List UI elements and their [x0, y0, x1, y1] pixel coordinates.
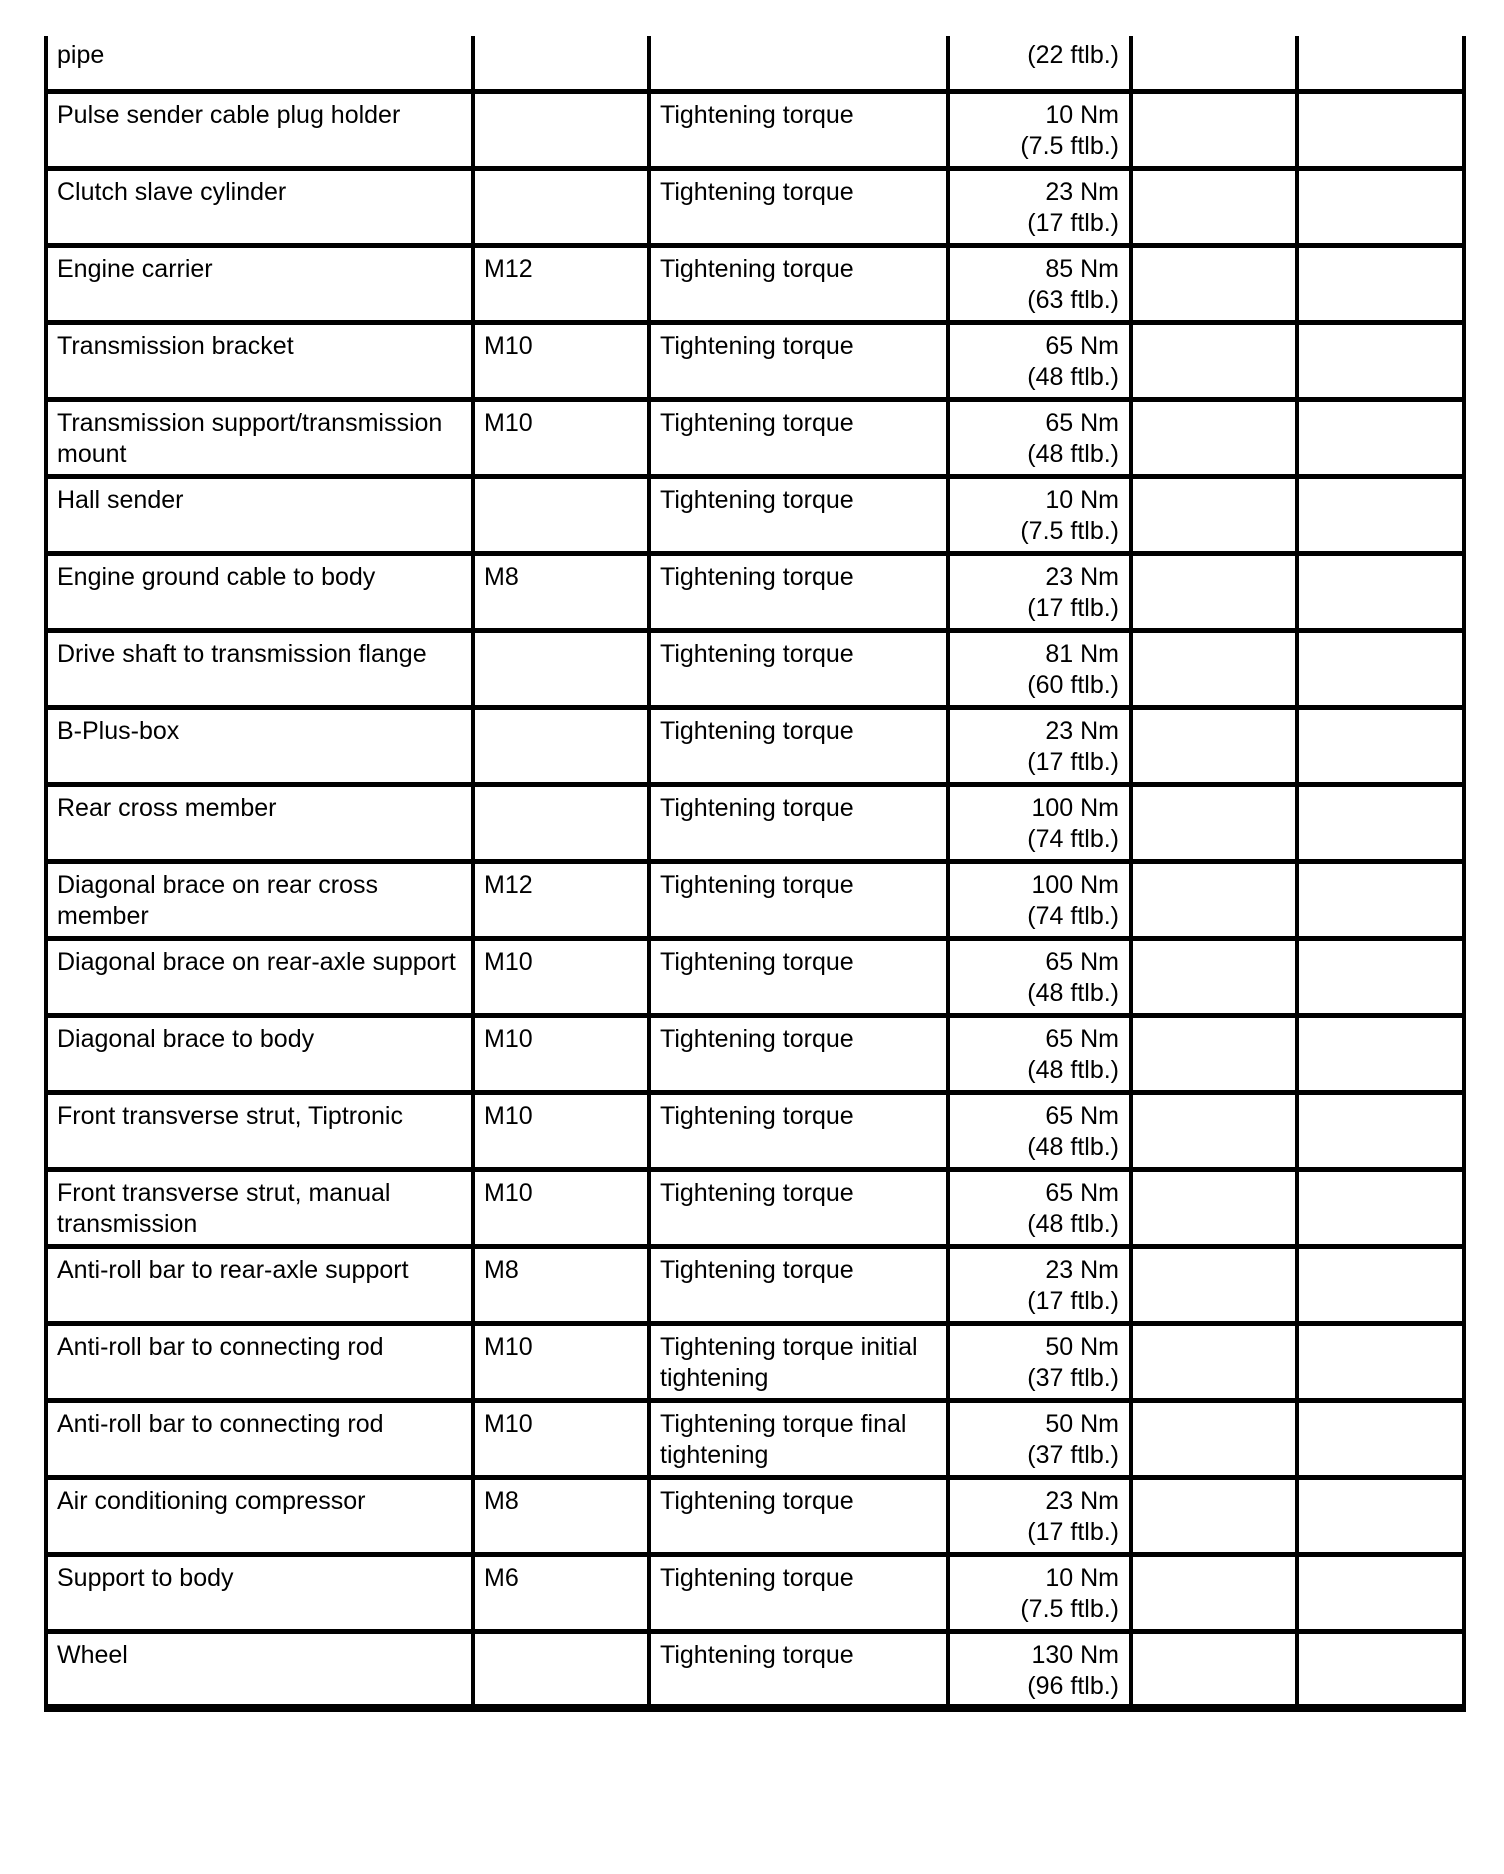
thread-cell — [473, 245, 649, 322]
table-row — [46, 1400, 1464, 1477]
value-cell — [948, 36, 1131, 91]
torque-type: Tightening torque — [660, 177, 854, 206]
component-name: Anti-roll bar to rear-axle support — [57, 1255, 409, 1284]
value-cell — [948, 784, 1131, 861]
value-cell — [948, 630, 1131, 707]
table-row — [46, 861, 1464, 938]
torque-nm: 65 Nm — [1045, 331, 1119, 360]
thread-size: M10 — [484, 1024, 533, 1053]
value-cell — [948, 476, 1131, 553]
empty-cell — [1131, 168, 1297, 245]
type-cell — [649, 399, 948, 476]
torque-nm: 10 Nm — [1045, 1563, 1119, 1592]
empty-cell — [1131, 630, 1297, 707]
torque-ftlb: (17 ftlb.) — [1027, 747, 1119, 776]
thread-cell — [473, 36, 649, 91]
torque-ftlb: (74 ftlb.) — [1027, 824, 1119, 853]
empty-cell — [1297, 91, 1464, 168]
torque-type: Tightening torque — [660, 331, 854, 360]
thread-cell — [473, 553, 649, 630]
value-cell — [948, 1477, 1131, 1554]
component-name: Diagonal brace on rear-axle support — [57, 947, 456, 976]
empty-cell — [1297, 245, 1464, 322]
component-name: Drive shaft to transmission flange — [57, 639, 427, 668]
component-cell — [46, 36, 473, 91]
torque-nm: 50 Nm — [1045, 1409, 1119, 1438]
type-cell — [649, 553, 948, 630]
component-name: Front transverse strut, Tiptronic — [57, 1101, 403, 1130]
component-cell — [46, 168, 473, 245]
thread-size: M12 — [484, 870, 533, 899]
torque-type: Tightening torque — [660, 870, 854, 899]
torque-type: Tightening torque — [660, 793, 854, 822]
component-name: Rear cross member — [57, 793, 277, 822]
torque-type: Tightening torque — [660, 1563, 854, 1592]
component-name: Anti-roll bar to connecting rod — [57, 1332, 384, 1361]
component-name: Wheel — [57, 1640, 128, 1669]
torque-ftlb: (74 ftlb.) — [1027, 901, 1119, 930]
empty-cell — [1131, 1631, 1297, 1708]
table-row — [46, 1554, 1464, 1631]
torque-ftlb: (48 ftlb.) — [1027, 1055, 1119, 1084]
empty-cell — [1131, 1400, 1297, 1477]
torque-ftlb: (48 ftlb.) — [1027, 362, 1119, 391]
empty-cell — [1131, 1092, 1297, 1169]
thread-cell — [473, 1092, 649, 1169]
type-cell — [649, 1477, 948, 1554]
component-name: pipe — [57, 41, 105, 69]
torque-nm: 65 Nm — [1045, 1101, 1119, 1130]
thread-size: M10 — [484, 947, 533, 976]
component-name: Engine ground cable to body — [57, 562, 376, 591]
value-cell — [948, 1169, 1131, 1246]
component-cell — [46, 784, 473, 861]
component-cell — [46, 1015, 473, 1092]
empty-cell — [1131, 1015, 1297, 1092]
type-cell — [649, 938, 948, 1015]
torque-nm: 65 Nm — [1045, 1178, 1119, 1207]
thread-size: M6 — [484, 1563, 519, 1592]
value-cell — [948, 1554, 1131, 1631]
component-name: Diagonal brace to body — [57, 1024, 315, 1053]
table-row — [46, 168, 1464, 245]
empty-cell — [1297, 1477, 1464, 1554]
type-cell — [649, 861, 948, 938]
thread-size: M8 — [484, 562, 519, 591]
thread-size: M12 — [484, 254, 533, 283]
empty-cell — [1297, 1246, 1464, 1323]
value-cell — [948, 1323, 1131, 1400]
component-cell — [46, 1092, 473, 1169]
thread-cell — [473, 630, 649, 707]
torque-ftlb: (48 ftlb.) — [1027, 978, 1119, 1007]
table-row — [46, 476, 1464, 553]
empty-cell — [1297, 630, 1464, 707]
component-cell — [46, 245, 473, 322]
component-name: B-Plus-box — [57, 716, 180, 745]
value-cell — [948, 553, 1131, 630]
torque-ftlb: (37 ftlb.) — [1027, 1440, 1119, 1469]
torque-ftlb: (37 ftlb.) — [1027, 1363, 1119, 1392]
torque-nm: 65 Nm — [1045, 947, 1119, 976]
type-cell — [649, 707, 948, 784]
thread-size: M10 — [484, 408, 533, 437]
value-cell — [948, 399, 1131, 476]
torque-ftlb: (7.5 ftlb.) — [1020, 1594, 1119, 1623]
thread-cell — [473, 322, 649, 399]
empty-cell — [1131, 553, 1297, 630]
value-cell — [948, 168, 1131, 245]
table-row — [46, 1169, 1464, 1246]
thread-size: M10 — [484, 1101, 533, 1130]
value-cell — [948, 1092, 1131, 1169]
thread-cell — [473, 1015, 649, 1092]
type-cell — [649, 1631, 948, 1708]
empty-cell — [1297, 553, 1464, 630]
empty-cell — [1131, 707, 1297, 784]
value-cell — [948, 1631, 1131, 1708]
torque-type: Tightening torque — [660, 1101, 854, 1130]
torque-type: Tightening torque — [660, 947, 854, 976]
table-row — [46, 553, 1464, 630]
component-name: Engine carrier — [57, 254, 213, 283]
empty-cell — [1297, 1015, 1464, 1092]
empty-cell — [1131, 1477, 1297, 1554]
component-cell — [46, 476, 473, 553]
empty-cell — [1131, 245, 1297, 322]
component-cell — [46, 1323, 473, 1400]
table-row — [46, 245, 1464, 322]
thread-cell — [473, 476, 649, 553]
torque-type: Tightening torque — [660, 562, 854, 591]
thread-cell — [473, 707, 649, 784]
component-cell — [46, 1477, 473, 1554]
component-name: Anti-roll bar to connecting rod — [57, 1409, 384, 1438]
value-cell — [948, 322, 1131, 399]
torque-nm: 85 Nm — [1045, 254, 1119, 283]
table-row — [46, 322, 1464, 399]
empty-cell — [1297, 938, 1464, 1015]
component-name: Air conditioning compressor — [57, 1486, 366, 1515]
component-name: Transmission support/transmission mount — [57, 408, 443, 468]
empty-cell — [1131, 938, 1297, 1015]
torque-ftlb: (7.5 ftlb.) — [1020, 131, 1119, 160]
thread-cell — [473, 1246, 649, 1323]
component-cell — [46, 553, 473, 630]
table-row — [46, 1323, 1464, 1400]
torque-ftlb: (63 ftlb.) — [1027, 285, 1119, 314]
thread-cell — [473, 1554, 649, 1631]
thread-cell — [473, 861, 649, 938]
type-cell — [649, 476, 948, 553]
table-row — [46, 707, 1464, 784]
thread-cell — [473, 91, 649, 168]
torque-ftlb: (48 ftlb.) — [1027, 1209, 1119, 1238]
torque-nm: 23 Nm — [1045, 1255, 1119, 1284]
torque-type: Tightening torque — [660, 100, 854, 129]
component-name: Support to body — [57, 1563, 234, 1592]
table-row — [46, 1092, 1464, 1169]
empty-cell — [1131, 1169, 1297, 1246]
component-name: Front transverse strut, manual transmission — [57, 1178, 391, 1238]
torque-type: Tightening torque — [660, 1486, 854, 1515]
torque-nm: 100 Nm — [1031, 870, 1119, 899]
thread-size: M8 — [484, 1486, 519, 1515]
empty-cell — [1131, 36, 1297, 91]
component-name: Diagonal brace on rear cross member — [57, 870, 378, 930]
empty-cell — [1131, 1554, 1297, 1631]
type-cell — [649, 322, 948, 399]
table-row — [46, 1246, 1464, 1323]
empty-cell — [1297, 707, 1464, 784]
torque-type: Tightening torque — [660, 1024, 854, 1053]
type-cell — [649, 1169, 948, 1246]
empty-cell — [1297, 399, 1464, 476]
thread-cell — [473, 1169, 649, 1246]
torque-type: Tightening torque initial tightening — [660, 1332, 918, 1392]
torque-nm: 23 Nm — [1045, 716, 1119, 745]
empty-cell — [1297, 1169, 1464, 1246]
component-cell — [46, 91, 473, 168]
component-name: Clutch slave cylinder — [57, 177, 287, 206]
empty-cell — [1297, 322, 1464, 399]
component-cell — [46, 938, 473, 1015]
torque-type: Tightening torque — [660, 485, 854, 514]
thread-cell — [473, 168, 649, 245]
component-cell — [46, 1400, 473, 1477]
type-cell — [649, 1323, 948, 1400]
value-cell — [948, 861, 1131, 938]
value-cell — [948, 91, 1131, 168]
value-cell — [948, 1400, 1131, 1477]
component-cell — [46, 322, 473, 399]
table-row — [46, 1015, 1464, 1092]
component-cell — [46, 399, 473, 476]
table-row — [46, 399, 1464, 476]
torque-ftlb: (17 ftlb.) — [1027, 208, 1119, 237]
torque-nm: 23 Nm — [1045, 1486, 1119, 1515]
type-cell — [649, 91, 948, 168]
torque-ftlb: (48 ftlb.) — [1027, 439, 1119, 468]
torque-type: Tightening torque — [660, 1255, 854, 1284]
component-cell — [46, 1169, 473, 1246]
type-cell — [649, 1015, 948, 1092]
value-cell — [948, 245, 1131, 322]
value-cell — [948, 938, 1131, 1015]
empty-cell — [1297, 168, 1464, 245]
type-cell — [649, 1092, 948, 1169]
thread-size: M10 — [484, 1409, 533, 1438]
torque-ftlb: (7.5 ftlb.) — [1020, 516, 1119, 545]
torque-ftlb: (22 ftlb.) — [1027, 41, 1119, 69]
empty-cell — [1297, 1400, 1464, 1477]
component-cell — [46, 861, 473, 938]
type-cell — [649, 168, 948, 245]
thread-cell — [473, 1477, 649, 1554]
empty-cell — [1131, 322, 1297, 399]
torque-type: Tightening torque — [660, 639, 854, 668]
empty-cell — [1297, 1323, 1464, 1400]
table-row — [46, 784, 1464, 861]
type-cell — [649, 36, 948, 91]
component-cell — [46, 1554, 473, 1631]
value-cell — [948, 1015, 1131, 1092]
torque-ftlb: (60 ftlb.) — [1027, 670, 1119, 699]
table-row — [46, 1477, 1464, 1554]
empty-cell — [1297, 861, 1464, 938]
type-cell — [649, 1400, 948, 1477]
empty-cell — [1297, 784, 1464, 861]
thread-cell — [473, 1323, 649, 1400]
torque-nm: 50 Nm — [1045, 1332, 1119, 1361]
torque-nm: 81 Nm — [1045, 639, 1119, 668]
type-cell — [649, 784, 948, 861]
thread-cell — [473, 1631, 649, 1708]
component-cell — [46, 1246, 473, 1323]
torque-nm: 100 Nm — [1031, 793, 1119, 822]
torque-type: Tightening torque — [660, 1640, 854, 1669]
torque-nm: 65 Nm — [1045, 1024, 1119, 1053]
thread-size: M10 — [484, 1332, 533, 1361]
empty-cell — [1131, 476, 1297, 553]
thread-cell — [473, 784, 649, 861]
empty-cell — [1131, 1246, 1297, 1323]
torque-ftlb: (17 ftlb.) — [1027, 1517, 1119, 1546]
thread-cell — [473, 938, 649, 1015]
component-name: Hall sender — [57, 485, 184, 514]
torque-spec-table — [44, 36, 1466, 1712]
component-name: Transmission bracket — [57, 331, 294, 360]
empty-cell — [1297, 476, 1464, 553]
type-cell — [649, 1554, 948, 1631]
thread-cell — [473, 399, 649, 476]
empty-cell — [1131, 91, 1297, 168]
value-cell — [948, 707, 1131, 784]
empty-cell — [1297, 1631, 1464, 1708]
torque-ftlb: (96 ftlb.) — [1027, 1671, 1119, 1700]
torque-nm: 23 Nm — [1045, 177, 1119, 206]
thread-cell — [473, 1400, 649, 1477]
torque-nm: 10 Nm — [1045, 100, 1119, 129]
type-cell — [649, 1246, 948, 1323]
torque-type: Tightening torque — [660, 408, 854, 437]
type-cell — [649, 630, 948, 707]
thread-size: M10 — [484, 331, 533, 360]
torque-nm: 10 Nm — [1045, 485, 1119, 514]
empty-cell — [1131, 399, 1297, 476]
component-name: Pulse sender cable plug holder — [57, 100, 401, 129]
empty-cell — [1131, 861, 1297, 938]
torque-ftlb: (48 ftlb.) — [1027, 1132, 1119, 1161]
empty-cell — [1297, 1092, 1464, 1169]
value-cell — [948, 1246, 1131, 1323]
torque-ftlb: (17 ftlb.) — [1027, 593, 1119, 622]
table-row — [46, 91, 1464, 168]
table-row — [46, 938, 1464, 1015]
table-row — [46, 36, 1464, 91]
torque-type: Tightening torque — [660, 254, 854, 283]
component-cell — [46, 1631, 473, 1708]
empty-cell — [1131, 1323, 1297, 1400]
type-cell — [649, 245, 948, 322]
empty-cell — [1297, 1554, 1464, 1631]
torque-ftlb: (17 ftlb.) — [1027, 1286, 1119, 1315]
thread-size: M10 — [484, 1178, 533, 1207]
torque-nm: 130 Nm — [1031, 1640, 1119, 1669]
component-cell — [46, 630, 473, 707]
thread-size: M8 — [484, 1255, 519, 1284]
torque-type: Tightening torque — [660, 1178, 854, 1207]
torque-type: Tightening torque — [660, 716, 854, 745]
table-row — [46, 630, 1464, 707]
torque-nm: 23 Nm — [1045, 562, 1119, 591]
table-row — [46, 1631, 1464, 1708]
component-cell — [46, 707, 473, 784]
empty-cell — [1297, 36, 1464, 91]
torque-nm: 65 Nm — [1045, 408, 1119, 437]
empty-cell — [1131, 784, 1297, 861]
torque-type: Tightening torque final tightening — [660, 1409, 907, 1469]
